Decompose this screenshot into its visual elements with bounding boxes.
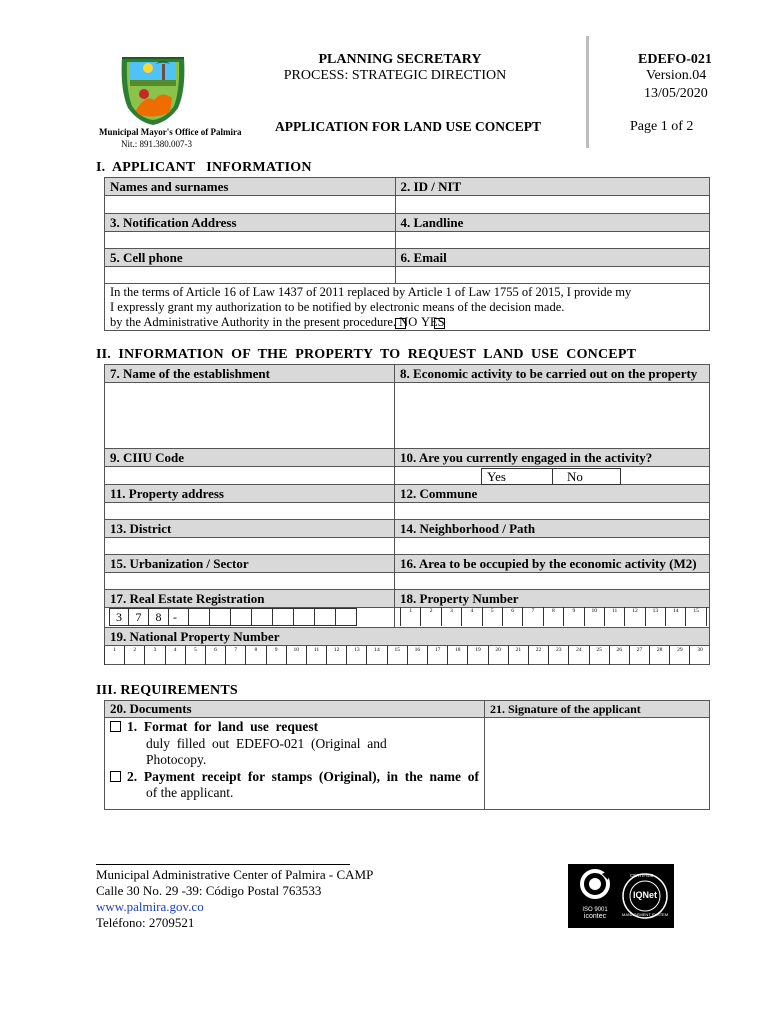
label-documents: 20. Documents [105,701,485,718]
footer-phone: Teléfono: 2709521 [96,915,195,930]
label-urbanization: 15. Urbanization / Sector [105,555,395,573]
national-number-cell[interactable]: 20 [488,646,508,665]
consent-yes-label: YES [421,315,445,329]
consent-line-3-text: by the Administrative Authority in the present procedure. NO [110,315,418,329]
national-number-cell[interactable]: 22 [528,646,548,665]
national-number-cell[interactable]: 10 [286,646,306,665]
national-number-cell[interactable]: 21 [508,646,528,665]
registration-box[interactable] [189,608,210,626]
national-number-cells [104,646,710,665]
property-number-cell[interactable]: 1 [400,607,420,626]
input-names[interactable] [105,196,396,214]
registration-digit-2[interactable]: 7 [129,608,149,626]
applicant-table [104,177,710,331]
input-neighborhood[interactable] [395,538,710,555]
registration-digit-3[interactable]: 8 [149,608,169,626]
registration-boxes [109,608,357,626]
label-ciiu: 9. CIIU Code [105,449,395,467]
icontec-label: icontec [583,913,607,920]
input-establishment[interactable] [105,383,395,449]
requirement-item-1 [110,719,479,736]
label-economic-activity: 8. Economic activity to be carried out on the property [395,365,710,383]
registration-box[interactable] [294,608,315,626]
property-number-cell[interactable]: 10 [584,607,604,626]
property-number-cell[interactable]: 14 [665,607,685,626]
requirements-table [104,700,710,810]
registration-box[interactable] [336,608,357,626]
registration-digit-1[interactable]: 3 [109,608,129,626]
label-real-estate-registration: 17. Real Estate Registration [105,590,395,608]
national-number-cell[interactable]: 23 [548,646,568,665]
icontec-logo [574,868,616,924]
registration-box[interactable] [252,608,273,626]
certified-label: CERTIFIED [630,873,654,878]
requirement-1-line-2: duly filled out EDEFO-021 (Original and [146,735,387,751]
requirement-2-title: 2. Payment receipt for stamps (Original), in the name of [127,768,479,784]
national-number-cell[interactable]: 1 [104,646,124,665]
national-number-cell[interactable]: 29 [669,646,689,665]
management-system-label: MANAGEMENT SYSTEM [622,912,669,917]
consent-line-2: I expressly grant my authorization to be notified by electronic means of the decision made. [110,300,565,314]
footer-rule [96,864,350,865]
registration-dash[interactable]: - [169,608,189,626]
org-name: Municipal Mayor's Office of Palmira [99,127,242,137]
national-number-cell[interactable]: 19 [467,646,487,665]
signature-box[interactable] [484,718,709,810]
label-notification-address: 3. Notification Address [105,214,396,232]
property-number-cell[interactable]: 12 [624,607,644,626]
registration-box[interactable] [315,608,336,626]
national-number-cell[interactable]: 16 [407,646,427,665]
input-email[interactable] [395,267,709,284]
org-nit: Nit.: 891.380.007-3 [121,139,192,149]
label-property-address: 11. Property address [105,485,395,503]
national-number-cell[interactable]: 11 [306,646,326,665]
secretary-title: PLANNING SECRETARY [318,52,482,67]
footer-line-2: Calle 30 No. 29 -39: Código Postal 763533 [96,883,322,898]
input-ciiu[interactable] [105,467,395,485]
label-area: 16. Area to be occupied by the economic activity (M2) [395,555,710,573]
label-establishment: 7. Name of the establishment [105,365,395,383]
property-number-cell[interactable]: 7 [522,607,542,626]
property-number-cell[interactable]: 8 [543,607,563,626]
form-version: Version.04 [646,68,707,83]
national-number-cell[interactable]: 24 [568,646,588,665]
engaged-no-label: No [567,468,583,484]
property-number-cell[interactable]: 11 [604,607,624,626]
consent-line-3 [110,315,704,330]
input-urbanization[interactable] [105,573,395,590]
property-number-cell[interactable]: 9 [563,607,583,626]
input-id[interactable] [395,196,709,214]
consent-line-1: In the terms of Article 16 of Law 1437 of 2011 replaced by Article 1 of Law 1755 of 2015, I provide my [110,285,632,299]
national-number-cell[interactable]: 9 [266,646,286,665]
form-date: 13/05/2020 [644,86,708,101]
national-number-cell[interactable]: 5 [185,646,205,665]
process-title: PROCESS: STRATEGIC DIRECTION [283,68,507,83]
national-number-cell[interactable]: 15 [387,646,407,665]
input-notification-address[interactable] [105,232,396,249]
form-title: APPLICATION FOR LAND USE CONCEPT [275,119,542,134]
iqnet-label: IQNet [633,890,658,900]
footer-line-1: Municipal Administrative Center of Palmira - CAMP [96,867,374,882]
property-number-cell[interactable]: 4 [461,607,481,626]
requirement-1-title: 1. Format for land use request [127,719,319,734]
engaged-yes-label: Yes [487,468,506,484]
national-number-cell[interactable]: 28 [649,646,669,665]
label-names: Names and surnames [105,178,396,196]
property-number-cells [400,607,707,626]
input-district[interactable] [105,538,395,555]
engaged-yes-option[interactable] [481,468,553,485]
national-number-cell[interactable]: 4 [165,646,185,665]
iqnet-logo [620,870,670,922]
header-separator [586,36,589,148]
national-number-cell[interactable]: 7 [225,646,245,665]
property-number-cell[interactable]: 13 [645,607,665,626]
engaged-options [395,467,710,485]
national-number-cell[interactable]: 14 [366,646,386,665]
label-engaged: 10. Are you currently engaged in the activity? [395,449,710,467]
form-code: EDEFO-021 [638,52,712,67]
label-district: 13. District [105,520,395,538]
input-cell-phone[interactable] [105,267,396,284]
label-neighborhood: 14. Neighborhood / Path [395,520,710,538]
national-number-cell[interactable]: 6 [205,646,225,665]
property-number-cell[interactable]: 5 [482,607,502,626]
documents-list [105,718,485,810]
footer-website-link[interactable]: www.palmira.gov.co [96,899,204,914]
national-number-cell[interactable]: 12 [326,646,346,665]
registration-box[interactable] [273,608,294,626]
national-number-cell[interactable]: 13 [346,646,366,665]
national-number-cell[interactable]: 2 [124,646,144,665]
label-cell-phone: 5. Cell phone [105,249,396,267]
national-number-cell[interactable]: 27 [629,646,649,665]
property-number-cell[interactable]: 2 [420,607,440,626]
consent-no-checkbox[interactable] [395,318,406,329]
input-landline[interactable] [395,232,709,249]
property-number-cell[interactable]: 15 [685,607,705,626]
consent-paragraph [105,284,710,331]
requirement-2-checkbox[interactable] [110,771,121,782]
national-number-cell[interactable]: 17 [427,646,447,665]
requirement-1-checkbox[interactable] [110,721,121,732]
input-economic-activity[interactable] [395,383,710,449]
property-number-cell[interactable]: 3 [441,607,461,626]
label-signature: 21. Signature of the applicant [484,701,709,718]
input-commune[interactable] [395,503,710,520]
label-id: 2. ID / NIT [395,178,709,196]
label-property-number: 18. Property Number [395,590,710,608]
iso-label: ISO 9001 [582,907,608,913]
certification-badges [568,864,674,928]
national-number-cell[interactable]: 25 [589,646,609,665]
municipal-crest-logo [118,50,188,126]
label-landline: 4. Landline [395,214,709,232]
footer-address-block [96,867,373,931]
national-number-cell[interactable]: 3 [144,646,164,665]
page-indicator: Page 1 of 2 [630,119,694,134]
engaged-no-option[interactable] [553,468,621,485]
national-number-cell[interactable]: 26 [609,646,629,665]
label-email: 6. Email [395,249,709,267]
registration-box[interactable] [231,608,252,626]
property-number-cell[interactable]: 6 [502,607,522,626]
national-number-cell[interactable]: 18 [447,646,467,665]
section-applicant-title: I. APPLICANT INFORMATION [96,160,312,175]
requirement-item-2 [110,769,479,786]
national-number-cell[interactable]: 8 [245,646,265,665]
section-requirements-title: III. REQUIREMENTS [96,683,238,698]
input-area[interactable] [395,573,710,590]
national-number-cell[interactable]: 30 [689,646,709,665]
label-national-property-number: 19. National Property Number [105,628,710,646]
requirement-2-line-2: of the applicant. [146,785,234,800]
consent-yes-checkbox[interactable] [434,318,445,329]
registration-box[interactable] [210,608,231,626]
requirement-1-line-3: Photocopy. [146,752,207,767]
section-property-title: II. INFORMATION OF THE PROPERTY TO REQUEST LAND USE CONCEPT [96,347,637,362]
input-property-address[interactable] [105,503,395,520]
label-commune: 12. Commune [395,485,710,503]
